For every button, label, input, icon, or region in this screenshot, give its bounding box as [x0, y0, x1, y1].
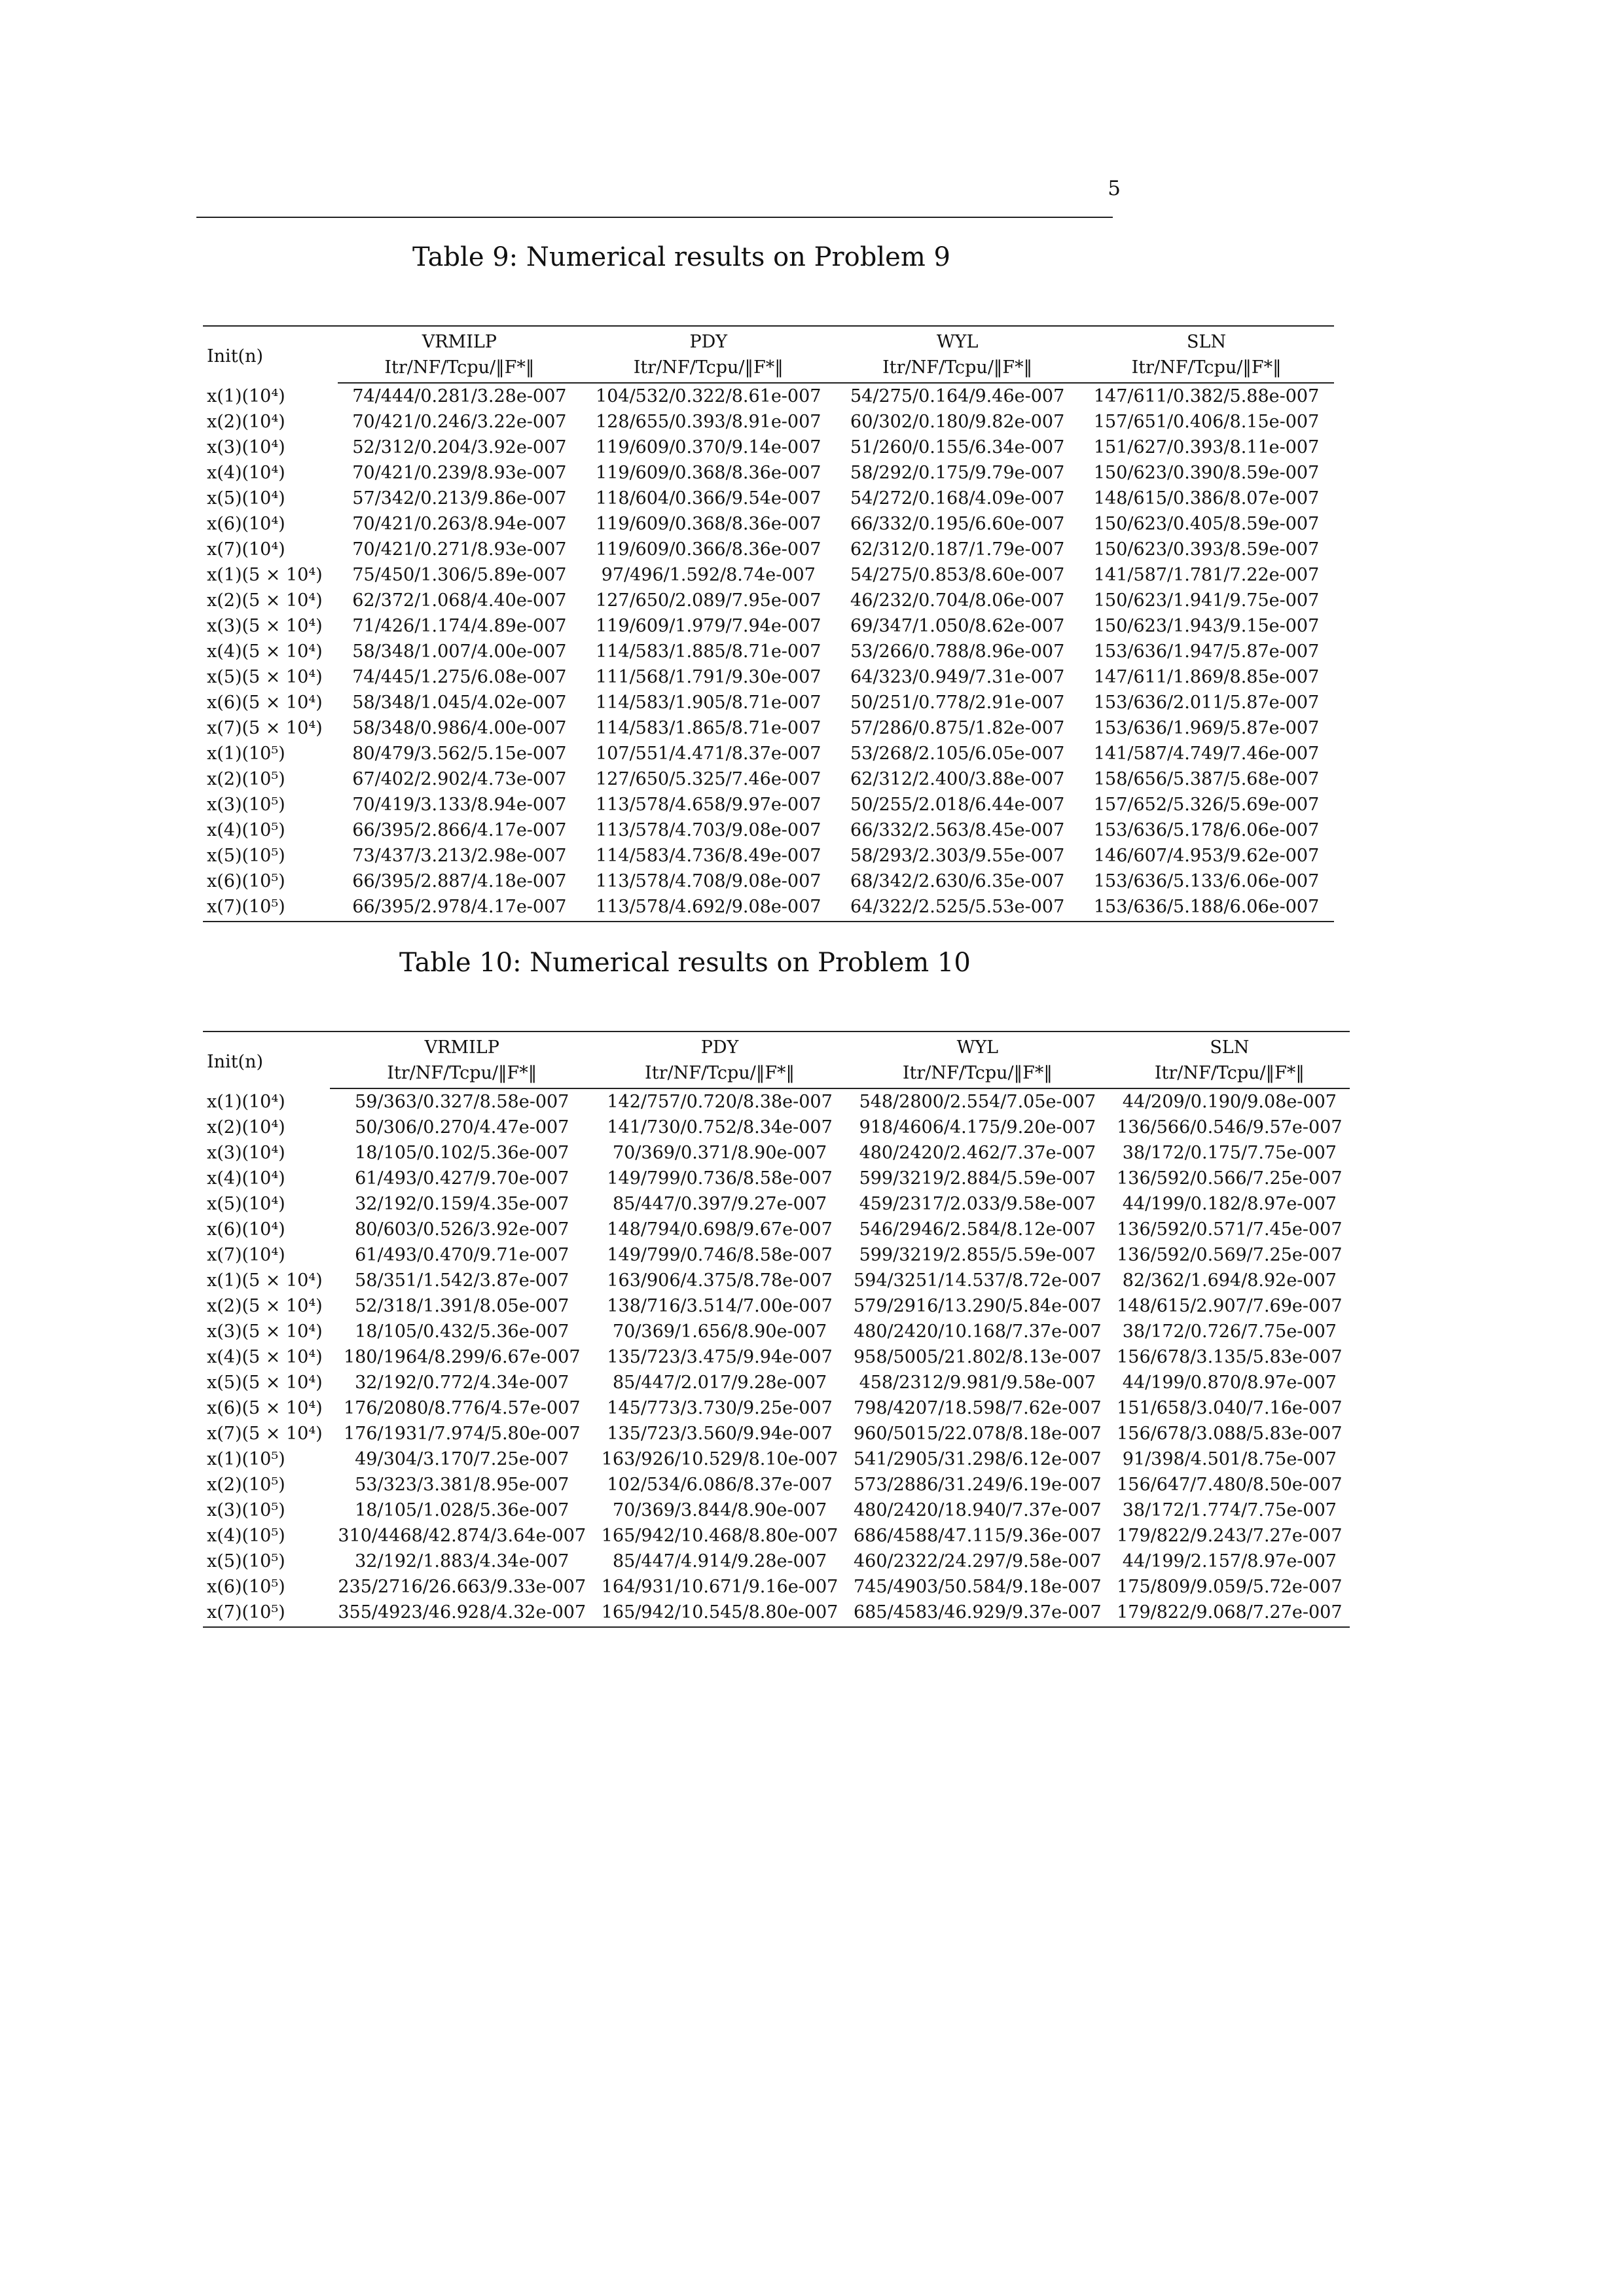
init-cell: x(4)(10⁵): [207, 1526, 285, 1546]
result-cell: 68/342/2.630/6.35e-007: [850, 871, 1065, 891]
method-header: VRMILP: [330, 1031, 594, 1060]
table-row: [203, 1370, 1350, 1395]
result-cell: 310/4468/42.874/3.64e-007: [338, 1526, 586, 1546]
result-cell: 114/583/4.736/8.49e-007: [596, 846, 821, 866]
result-cell: 119/609/0.368/8.36e-007: [596, 514, 821, 534]
table-row: [203, 1344, 1350, 1370]
init-cell: x(6)(10⁵): [207, 1577, 285, 1597]
result-cell: 136/566/0.546/9.57e-007: [1117, 1117, 1343, 1138]
table-row: [203, 562, 1334, 588]
result-cell: 52/312/0.204/3.92e-007: [352, 437, 567, 457]
result-cell: 38/172/0.726/7.75e-007: [1122, 1321, 1337, 1342]
table-row: [203, 894, 1334, 922]
init-cell: x(2)(10⁴): [207, 1117, 285, 1138]
result-cell: 49/304/3.170/7.25e-007: [355, 1449, 569, 1469]
result-cell: 176/1931/7.974/5.80e-007: [343, 1424, 581, 1444]
table-row: [203, 1574, 1350, 1600]
table-row: [203, 817, 1334, 843]
table-row: [203, 1166, 1350, 1191]
init-cell: x(5)(10⁴): [207, 1194, 285, 1214]
table-row: [203, 383, 1334, 409]
init-header: Init(n): [203, 1031, 330, 1088]
result-cell: 58/348/0.986/4.00e-007: [352, 718, 567, 738]
method-header: PDY: [594, 1031, 846, 1060]
table-row: [203, 1549, 1350, 1574]
init-cell: x(7)(5 × 10⁴): [207, 718, 323, 738]
result-cell: 113/578/4.692/9.08e-007: [581, 894, 836, 922]
page-number: 5: [1108, 177, 1121, 200]
result-cell: 798/4207/18.598/7.62e-007: [853, 1398, 1102, 1418]
metric-header: Itr/NF/Tcpu/‖F*‖: [1079, 355, 1334, 383]
metric-header: Itr/NF/Tcpu/‖F*‖: [594, 1060, 846, 1088]
init-cell: x(2)(5 × 10⁴): [207, 1296, 323, 1316]
method-header: SLN: [1110, 1031, 1350, 1060]
method-header: VRMILP: [338, 326, 581, 355]
init-cell: x(6)(10⁴): [207, 1219, 285, 1240]
result-cell: 141/587/4.749/7.46e-007: [1093, 744, 1320, 764]
metric-header: Itr/NF/Tcpu/‖F*‖: [581, 355, 836, 383]
result-cell: 148/794/0.698/9.67e-007: [607, 1219, 833, 1240]
result-cell: 151/627/0.393/8.11e-007: [1093, 437, 1320, 457]
result-cell: 58/293/2.303/9.55e-007: [850, 846, 1065, 866]
init-cell: x(4)(10⁴): [207, 463, 285, 483]
table-row: [203, 715, 1334, 741]
result-cell: 147/611/1.869/8.85e-007: [1093, 667, 1320, 687]
result-cell: 158/656/5.387/5.68e-007: [1093, 769, 1320, 789]
result-cell: 118/604/0.366/9.54e-007: [596, 488, 821, 509]
table-row: [203, 1498, 1350, 1523]
result-cell: 114/583/1.885/8.71e-007: [596, 641, 821, 662]
table-row: [203, 1191, 1350, 1217]
result-cell: 70/421/0.271/8.93e-007: [352, 539, 567, 560]
init-cell: x(3)(5 × 10⁴): [207, 616, 323, 636]
table-row: [203, 766, 1334, 792]
init-cell: x(5)(5 × 10⁴): [207, 667, 323, 687]
result-cell: 113/578/4.703/9.08e-007: [596, 820, 821, 840]
result-cell: 163/926/10.529/8.10e-007: [601, 1449, 839, 1469]
result-cell: 70/369/1.656/8.90e-007: [612, 1321, 827, 1342]
init-cell: x(7)(10⁵): [203, 1600, 330, 1627]
result-cell: 599/3219/2.884/5.59e-007: [859, 1168, 1096, 1189]
init-cell: x(5)(10⁴): [207, 488, 285, 509]
init-cell: x(3)(5 × 10⁴): [207, 1321, 323, 1342]
table-row: [203, 1268, 1350, 1293]
result-cell: 119/609/0.366/8.36e-007: [596, 539, 821, 560]
result-cell: 107/551/4.471/8.37e-007: [596, 744, 821, 764]
init-cell: x(5)(10⁵): [207, 846, 285, 866]
table-row: [203, 1600, 1350, 1627]
result-cell: 66/332/0.195/6.60e-007: [850, 514, 1065, 534]
table-row: [203, 1140, 1350, 1166]
result-cell: 113/578/4.708/9.08e-007: [596, 871, 821, 891]
table-row: [203, 639, 1334, 664]
result-cell: 52/318/1.391/8.05e-007: [355, 1296, 569, 1316]
result-cell: 58/292/0.175/9.79e-007: [850, 463, 1065, 483]
table-row: [203, 588, 1334, 613]
result-cell: 62/312/2.400/3.88e-007: [850, 769, 1065, 789]
result-cell: 141/730/0.752/8.34e-007: [607, 1117, 833, 1138]
result-cell: 60/302/0.180/9.82e-007: [850, 412, 1065, 432]
result-cell: 175/809/9.059/5.72e-007: [1117, 1577, 1343, 1597]
table-row: [203, 1088, 1350, 1115]
result-cell: 66/395/2.887/4.18e-007: [352, 871, 567, 891]
result-cell: 153/636/2.011/5.87e-007: [1093, 692, 1320, 713]
result-cell: 54/275/0.164/9.46e-007: [850, 386, 1065, 406]
table-10-caption: Table 10: Numerical results on Problem 10: [399, 948, 971, 978]
result-cell: 136/592/0.566/7.25e-007: [1117, 1168, 1343, 1189]
init-cell: x(3)(10⁵): [207, 1500, 285, 1520]
table-row: [203, 1523, 1350, 1549]
result-cell: 548/2800/2.554/7.05e-007: [859, 1092, 1096, 1112]
result-cell: 70/421/0.239/8.93e-007: [352, 463, 567, 483]
result-cell: 136/592/0.571/7.45e-007: [1117, 1219, 1343, 1240]
init-cell: x(6)(10⁴): [207, 514, 285, 534]
result-cell: 458/2312/9.981/9.58e-007: [859, 1372, 1096, 1393]
result-cell: 165/942/10.545/8.80e-007: [594, 1600, 846, 1627]
init-cell: x(7)(10⁵): [203, 894, 338, 922]
table-row: [203, 460, 1334, 486]
result-cell: 149/799/0.746/8.58e-007: [607, 1245, 833, 1265]
init-cell: x(7)(10⁴): [207, 1245, 285, 1265]
result-cell: 480/2420/2.462/7.37e-007: [859, 1143, 1096, 1163]
result-cell: 141/587/1.781/7.22e-007: [1093, 565, 1320, 585]
init-cell: x(5)(5 × 10⁴): [207, 1372, 323, 1393]
result-cell: 151/658/3.040/7.16e-007: [1117, 1398, 1343, 1418]
result-cell: 157/652/5.326/5.69e-007: [1093, 795, 1320, 815]
init-cell: x(1)(5 × 10⁴): [207, 565, 323, 585]
table-9: [203, 325, 1334, 922]
init-cell: x(3)(10⁴): [207, 1143, 285, 1163]
init-cell: x(1)(10⁵): [207, 744, 285, 764]
init-cell: x(1)(10⁴): [207, 1091, 285, 1112]
table-row: [203, 1472, 1350, 1498]
result-cell: 53/323/3.381/8.95e-007: [355, 1475, 569, 1495]
result-cell: 51/260/0.155/6.34e-007: [850, 437, 1065, 457]
init-cell: x(3)(10⁵): [207, 795, 285, 815]
result-cell: 599/3219/2.855/5.59e-007: [859, 1245, 1096, 1265]
table-row: [203, 511, 1334, 537]
result-cell: 138/716/3.514/7.00e-007: [607, 1296, 833, 1316]
result-cell: 128/655/0.393/8.91e-007: [596, 412, 821, 432]
metric-header: Itr/NF/Tcpu/‖F*‖: [1110, 1060, 1350, 1088]
result-cell: 38/172/1.774/7.75e-007: [1122, 1500, 1337, 1520]
result-cell: 573/2886/31.249/6.19e-007: [853, 1475, 1102, 1495]
result-cell: 18/105/0.102/5.36e-007: [355, 1143, 569, 1163]
result-cell: 153/636/1.947/5.87e-007: [1093, 641, 1320, 662]
result-cell: 58/351/1.542/3.87e-007: [355, 1270, 569, 1291]
result-cell: 163/906/4.375/8.78e-007: [607, 1270, 833, 1291]
init-cell: x(4)(5 × 10⁴): [207, 641, 323, 662]
init-cell: x(4)(5 × 10⁴): [207, 1347, 323, 1367]
result-cell: 62/312/0.187/1.79e-007: [850, 539, 1065, 560]
table-9-body: [203, 383, 1334, 922]
result-cell: 70/421/0.246/3.22e-007: [352, 412, 567, 432]
result-cell: 111/568/1.791/9.30e-007: [596, 667, 821, 687]
result-cell: 64/323/0.949/7.31e-007: [850, 667, 1065, 687]
result-cell: 44/199/0.182/8.97e-007: [1122, 1194, 1337, 1214]
result-cell: 50/255/2.018/6.44e-007: [850, 795, 1065, 815]
result-cell: 66/395/2.978/4.17e-007: [338, 894, 581, 922]
table-row: [203, 1319, 1350, 1344]
result-cell: 153/636/5.133/6.06e-007: [1093, 871, 1320, 891]
init-cell: x(3)(10⁴): [207, 437, 285, 457]
metric-header: Itr/NF/Tcpu/‖F*‖: [330, 1060, 594, 1088]
result-cell: 58/348/1.045/4.02e-007: [352, 692, 567, 713]
result-cell: 153/636/1.969/5.87e-007: [1093, 718, 1320, 738]
result-cell: 150/623/0.390/8.59e-007: [1093, 463, 1320, 483]
init-cell: x(4)(10⁴): [207, 1168, 285, 1189]
table-row: [203, 1217, 1350, 1242]
result-cell: 53/266/0.788/8.96e-007: [850, 641, 1065, 662]
result-cell: 150/623/0.393/8.59e-007: [1093, 539, 1320, 560]
init-cell: x(1)(10⁴): [207, 386, 285, 406]
result-cell: 50/251/0.778/2.91e-007: [850, 692, 1065, 713]
table-row: [203, 1395, 1350, 1421]
method-header: PDY: [581, 326, 836, 355]
result-cell: 32/192/0.159/4.35e-007: [355, 1194, 569, 1214]
init-cell: x(6)(5 × 10⁴): [207, 692, 323, 713]
result-cell: 113/578/4.658/9.97e-007: [596, 795, 821, 815]
result-cell: 85/447/2.017/9.28e-007: [612, 1372, 827, 1393]
result-cell: 75/450/1.306/5.89e-007: [352, 565, 567, 585]
result-cell: 54/272/0.168/4.09e-007: [850, 488, 1065, 509]
result-cell: 70/369/0.371/8.90e-007: [612, 1143, 827, 1163]
result-cell: 80/479/3.562/5.15e-007: [352, 744, 567, 764]
result-cell: 18/105/0.432/5.36e-007: [355, 1321, 569, 1342]
init-cell: x(5)(10⁵): [207, 1551, 285, 1571]
table-row: [203, 486, 1334, 511]
result-cell: 686/4588/47.115/9.36e-007: [853, 1526, 1102, 1546]
result-cell: 135/723/3.560/9.94e-007: [607, 1424, 833, 1444]
result-cell: 149/799/0.736/8.58e-007: [607, 1168, 833, 1189]
result-cell: 44/209/0.190/9.08e-007: [1122, 1092, 1337, 1112]
result-cell: 61/493/0.470/9.71e-007: [355, 1245, 569, 1265]
result-cell: 70/421/0.263/8.94e-007: [352, 514, 567, 534]
result-cell: 156/678/3.135/5.83e-007: [1117, 1347, 1343, 1367]
result-cell: 80/603/0.526/3.92e-007: [355, 1219, 569, 1240]
table-row: [203, 1446, 1350, 1472]
result-cell: 53/268/2.105/6.05e-007: [850, 744, 1065, 764]
result-cell: 127/650/2.089/7.95e-007: [596, 590, 821, 611]
result-cell: 44/199/2.157/8.97e-007: [1122, 1551, 1337, 1571]
table-10-body: [203, 1088, 1350, 1627]
init-cell: x(2)(10⁵): [207, 1475, 285, 1495]
result-cell: 74/444/0.281/3.28e-007: [352, 386, 567, 406]
result-cell: 480/2420/18.940/7.37e-007: [853, 1500, 1102, 1520]
result-cell: 104/532/0.322/8.61e-007: [596, 386, 821, 406]
table-row: [203, 792, 1334, 817]
metric-header: Itr/NF/Tcpu/‖F*‖: [338, 355, 581, 383]
result-cell: 156/647/7.480/8.50e-007: [1117, 1475, 1343, 1495]
result-cell: 150/623/0.405/8.59e-007: [1093, 514, 1320, 534]
result-cell: 18/105/1.028/5.36e-007: [355, 1500, 569, 1520]
table-row: [203, 435, 1334, 460]
result-cell: 74/445/1.275/6.08e-007: [352, 667, 567, 687]
result-cell: 179/822/9.243/7.27e-007: [1117, 1526, 1343, 1546]
result-cell: 142/757/0.720/8.38e-007: [607, 1092, 833, 1112]
result-cell: 73/437/3.213/2.98e-007: [352, 846, 567, 866]
init-cell: x(1)(10⁵): [207, 1449, 285, 1469]
result-cell: 91/398/4.501/8.75e-007: [1122, 1449, 1337, 1469]
result-cell: 70/369/3.844/8.90e-007: [612, 1500, 827, 1520]
result-cell: 165/942/10.468/8.80e-007: [601, 1526, 839, 1546]
result-cell: 64/322/2.525/5.53e-007: [836, 894, 1079, 922]
result-cell: 119/609/1.979/7.94e-007: [596, 616, 821, 636]
result-cell: 918/4606/4.175/9.20e-007: [859, 1117, 1096, 1138]
result-cell: 164/931/10.671/9.16e-007: [601, 1577, 839, 1597]
result-cell: 150/623/1.943/9.15e-007: [1093, 616, 1320, 636]
result-cell: 579/2916/13.290/5.84e-007: [853, 1296, 1102, 1316]
metric-header: Itr/NF/Tcpu/‖F*‖: [846, 1060, 1110, 1088]
table-row: [203, 1115, 1350, 1140]
result-cell: 85/447/4.914/9.28e-007: [612, 1551, 827, 1571]
result-cell: 38/172/0.175/7.75e-007: [1122, 1143, 1337, 1163]
result-cell: 179/822/9.068/7.27e-007: [1110, 1600, 1350, 1627]
init-cell: x(2)(5 × 10⁴): [207, 590, 323, 611]
header-rule: [196, 217, 1113, 218]
result-cell: 148/615/2.907/7.69e-007: [1117, 1296, 1343, 1316]
result-cell: 102/534/6.086/8.37e-007: [607, 1475, 833, 1495]
result-cell: 46/232/0.704/8.06e-007: [850, 590, 1065, 611]
result-cell: 135/723/3.475/9.94e-007: [607, 1347, 833, 1367]
result-cell: 57/286/0.875/1.82e-007: [850, 718, 1065, 738]
result-cell: 119/609/0.368/8.36e-007: [596, 463, 821, 483]
result-cell: 32/192/1.883/4.34e-007: [355, 1551, 569, 1571]
result-cell: 136/592/0.569/7.25e-007: [1117, 1245, 1343, 1265]
result-cell: 54/275/0.853/8.60e-007: [850, 565, 1065, 585]
result-cell: 176/2080/8.776/4.57e-007: [343, 1398, 581, 1418]
result-cell: 58/348/1.007/4.00e-007: [352, 641, 567, 662]
result-cell: 145/773/3.730/9.25e-007: [607, 1398, 833, 1418]
result-cell: 958/5005/21.802/8.13e-007: [853, 1347, 1102, 1367]
result-cell: 127/650/5.325/7.46e-007: [596, 769, 821, 789]
result-cell: 460/2322/24.297/9.58e-007: [853, 1551, 1102, 1571]
result-cell: 66/395/2.866/4.17e-007: [352, 820, 567, 840]
result-cell: 148/615/0.386/8.07e-007: [1093, 488, 1320, 509]
table-row: [203, 741, 1334, 766]
result-cell: 150/623/1.941/9.75e-007: [1093, 590, 1320, 611]
init-cell: x(7)(5 × 10⁴): [207, 1424, 323, 1444]
result-cell: 70/419/3.133/8.94e-007: [352, 795, 567, 815]
result-cell: 61/493/0.427/9.70e-007: [355, 1168, 569, 1189]
result-cell: 355/4923/46.928/4.32e-007: [330, 1600, 594, 1627]
table-row: [203, 613, 1334, 639]
result-cell: 960/5015/22.078/8.18e-007: [853, 1424, 1102, 1444]
result-cell: 156/678/3.088/5.83e-007: [1117, 1424, 1343, 1444]
method-header: SLN: [1079, 326, 1334, 355]
table-row: [203, 690, 1334, 715]
result-cell: 114/583/1.865/8.71e-007: [596, 718, 821, 738]
result-cell: 153/636/5.178/6.06e-007: [1093, 820, 1320, 840]
result-cell: 546/2946/2.584/8.12e-007: [859, 1219, 1096, 1240]
result-cell: 66/332/2.563/8.45e-007: [850, 820, 1065, 840]
result-cell: 147/611/0.382/5.88e-007: [1093, 386, 1320, 406]
table-10: [203, 1031, 1350, 1628]
init-cell: x(4)(10⁵): [207, 820, 285, 840]
result-cell: 57/342/0.213/9.86e-007: [352, 488, 567, 509]
result-cell: 180/1964/8.299/6.67e-007: [343, 1347, 581, 1367]
result-cell: 71/426/1.174/4.89e-007: [352, 616, 567, 636]
init-cell: x(6)(5 × 10⁴): [207, 1398, 323, 1418]
result-cell: 153/636/5.188/6.06e-007: [1079, 894, 1334, 922]
result-cell: 745/4903/50.584/9.18e-007: [853, 1577, 1102, 1597]
init-cell: x(2)(10⁵): [207, 769, 285, 789]
table-row: [203, 843, 1334, 869]
result-cell: 67/402/2.902/4.73e-007: [352, 769, 567, 789]
init-cell: x(1)(5 × 10⁴): [207, 1270, 323, 1291]
method-header: WYL: [836, 326, 1079, 355]
result-cell: 85/447/0.397/9.27e-007: [612, 1194, 827, 1214]
metric-header: Itr/NF/Tcpu/‖F*‖: [836, 355, 1079, 383]
result-cell: 62/372/1.068/4.40e-007: [352, 590, 567, 611]
result-cell: 480/2420/10.168/7.37e-007: [853, 1321, 1102, 1342]
table-row: [203, 1242, 1350, 1268]
table-row: [203, 409, 1334, 435]
result-cell: 119/609/0.370/9.14e-007: [596, 437, 821, 457]
init-cell: x(6)(10⁵): [207, 871, 285, 891]
result-cell: 114/583/1.905/8.71e-007: [596, 692, 821, 713]
result-cell: 44/199/0.870/8.97e-007: [1122, 1372, 1337, 1393]
result-cell: 32/192/0.772/4.34e-007: [355, 1372, 569, 1393]
init-cell: x(2)(10⁴): [207, 412, 285, 432]
method-header: WYL: [846, 1031, 1110, 1060]
result-cell: 97/496/1.592/8.74e-007: [601, 565, 816, 585]
result-cell: 685/4583/46.929/9.37e-007: [846, 1600, 1110, 1627]
result-cell: 69/347/1.050/8.62e-007: [850, 616, 1065, 636]
result-cell: 59/363/0.327/8.58e-007: [355, 1092, 569, 1112]
result-cell: 82/362/1.694/8.92e-007: [1122, 1270, 1337, 1291]
result-cell: 459/2317/2.033/9.58e-007: [859, 1194, 1096, 1214]
table-row: [203, 664, 1334, 690]
result-cell: 594/3251/14.537/8.72e-007: [853, 1270, 1102, 1291]
result-cell: 146/607/4.953/9.62e-007: [1093, 846, 1320, 866]
table-row: [203, 1421, 1350, 1446]
result-cell: 541/2905/31.298/6.12e-007: [853, 1449, 1102, 1469]
table-row: [203, 537, 1334, 562]
table-row: [203, 869, 1334, 894]
init-header: Init(n): [203, 326, 338, 383]
table-9-caption: Table 9: Numerical results on Problem 9: [412, 242, 950, 272]
init-cell: x(7)(10⁴): [207, 539, 285, 560]
table-row: [203, 1293, 1350, 1319]
result-cell: 157/651/0.406/8.15e-007: [1093, 412, 1320, 432]
result-cell: 235/2716/26.663/9.33e-007: [338, 1577, 586, 1597]
result-cell: 50/306/0.270/4.47e-007: [355, 1117, 569, 1138]
